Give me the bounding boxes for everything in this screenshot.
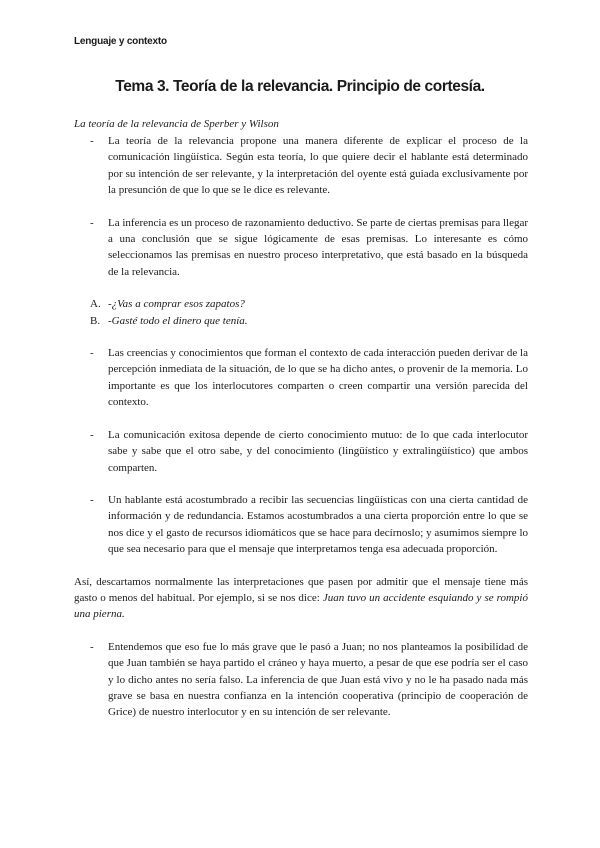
bullet-dash: -: [90, 428, 94, 441]
bullet-item: [74, 427, 528, 476]
bullet-item: [74, 133, 528, 199]
bullet-item: [74, 492, 528, 558]
example-label: B.: [90, 314, 101, 327]
bullet-item: [74, 345, 528, 411]
bullet-text: Entendemos que eso fue lo más grave que le pasó a Juan; no nos planteamos la posibilidad de que Juan también se haya partido el cráneo y haya muerto, a pesar de que ese podría ser el caso y lo dicho antes no sería falso. La inferencia de que Juan está vivo y no le ha pasado nada más grave se basa en nuestra confianza en la intención cooperativa (principio de cooperación de Grice) de nuestro interlocutor y en su intención de ser relevante.: [108, 640, 528, 719]
example-line-b: [74, 313, 528, 329]
bullet-text: Un hablante está acostumbrado a recibir las secuencias lingüísticas con una cierta cantidad de información y de redundancia. Estamos acostumbrados a una cierta proporción entre lo que se nos dice y el gasto de recursos idiomáticos que se hace para decírnoslo; y asumimos siempre lo que sea necesario para que el mensaje que interpretamos tenga esa adecuada proporción.: [108, 493, 528, 556]
bullet-item: [74, 215, 528, 281]
bullet-dash: -: [90, 216, 94, 229]
bullet-text: La comunicación exitosa depende de cierto conocimiento mutuo: de lo que cada interlocutor sabe y sabe que el otro sabe, y del conocimiento (lingüístico y extralingüístico) que ambos comparten.: [108, 428, 528, 474]
example-text: -Gasté todo el dinero que tenía.: [108, 314, 248, 327]
bullet-item: [74, 639, 528, 721]
bullet-dash: -: [90, 347, 94, 360]
paragraph-example: Juan tuvo un accidente esquiando y se rompió una pierna.: [74, 591, 528, 621]
document-body: [74, 133, 528, 721]
paragraph-text: Así, descartamos normalmente las interpretaciones que pasen por admitir que el mensaje tiene más gasto o menos del habitual. Por ejemplo, si se nos dice:: [74, 575, 528, 604]
bullet-dash: -: [90, 640, 94, 653]
running-header: Lenguaje y contexto: [74, 36, 167, 47]
bullet-text: La teoría de la relevancia propone una manera diferente de explicar el proceso de la comunicación lingüística. Según esta teoría, lo que quiere decir el hablante está determinado por su intención de ser relevante, y la interpretación del oyente está guiada exclusivamente por la presunción de que lo que se le dice es relevante.: [108, 135, 528, 197]
bullet-dash: -: [90, 135, 94, 147]
bullet-text: Las creencias y conocimientos que forman el contexto de cada interacción pueden derivar de la percepción inmediata de la situación, de lo que se ha dicho antes, o provenir de la memoria. Lo importante es que los interlocutores comparten o creen compartir una versión parecida del contexto.: [108, 347, 528, 409]
example-line-a: [74, 296, 528, 312]
body-paragraph: [74, 574, 528, 623]
page-title: Tema 3. Teoría de la relevancia. Principio de cortesía.: [115, 78, 485, 95]
section-title: La teoría de la relevancia de Sperber y Wilson: [74, 118, 279, 130]
bullet-dash: -: [90, 493, 94, 506]
example-text: -¿Vas a comprar esos zapatos?: [108, 298, 245, 311]
example-label: A.: [90, 298, 101, 311]
bullet-text: La inferencia es un proceso de razonamiento deductivo. Se parte de ciertas premisas para llegar a una conclusión que se sigue lógicamente de esas premisas. Lo interesante es cómo seleccionamos las premisas en nuestro proceso interpretativo, que está basado en la búsqueda de la relevancia.: [108, 216, 528, 278]
